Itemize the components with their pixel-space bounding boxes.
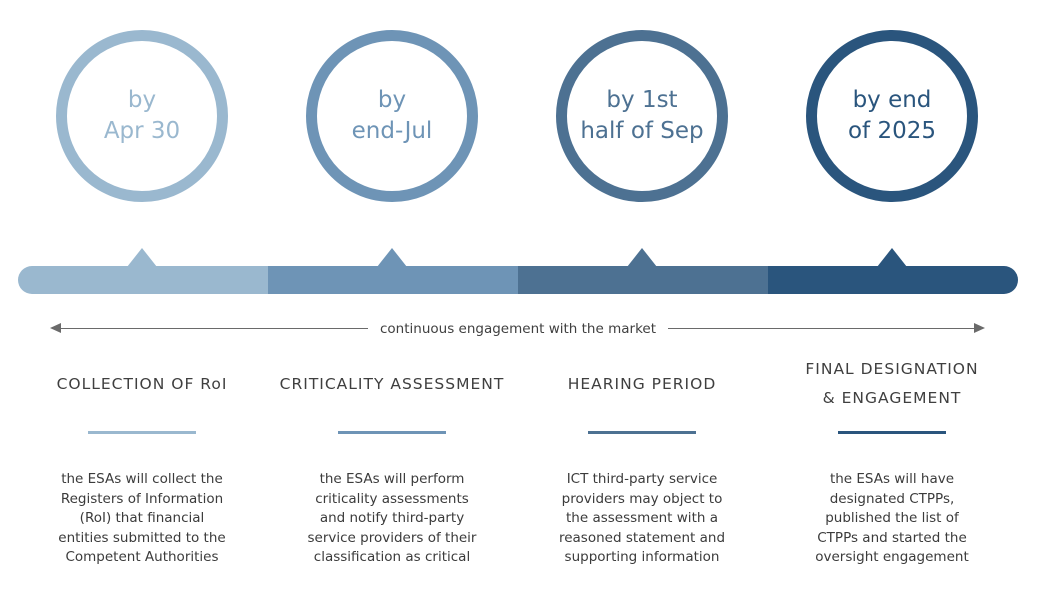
phase-divider-3 xyxy=(588,431,696,434)
phase-description-2: the ESAs will perform criticality assessments and notify third-party service providers of their classification as critical xyxy=(307,471,477,565)
deadline-circle-2 xyxy=(306,30,478,202)
arrow-right-icon xyxy=(974,323,985,333)
phase-title-2: CRITICALITY ASSESSMENT xyxy=(279,375,505,393)
phase-title-1: COLLECTION OF RoI xyxy=(56,375,228,393)
timeline-notch-2 xyxy=(377,248,407,267)
phase-divider-2 xyxy=(338,431,446,434)
timeline-segment-2 xyxy=(268,266,518,294)
timeline-segment-4 xyxy=(768,266,1018,294)
deadline-label-2: by end-Jul xyxy=(351,87,433,144)
timeline-segment-3 xyxy=(518,266,768,294)
deadline-label-1: by Apr 30 xyxy=(103,87,181,144)
timeline-segment-1 xyxy=(18,266,268,294)
phase-description-4: the ESAs will have designated CTPPs, published the list of CTPPs and started the oversight engagement xyxy=(815,471,969,565)
timeline-notch-3 xyxy=(627,248,657,267)
engagement-arrow-line-left xyxy=(58,328,368,329)
phase-divider-1 xyxy=(88,431,196,434)
phase-title-3: HEARING PERIOD xyxy=(567,375,717,393)
engagement-arrow-line-right xyxy=(668,328,976,329)
deadline-circle-1 xyxy=(56,30,228,202)
engagement-label: continuous engagement with the market xyxy=(380,321,656,337)
deadline-circle-4 xyxy=(806,30,978,202)
timeline-notch-1 xyxy=(127,248,157,267)
phase-divider-4 xyxy=(838,431,946,434)
timeline-notch-4 xyxy=(877,248,907,267)
deadline-label-3: by 1st half of Sep xyxy=(580,87,704,144)
phase-title-4: FINAL DESIGNATION & ENGAGEMENT xyxy=(805,360,979,407)
deadline-circle-3 xyxy=(556,30,728,202)
phase-description-1: the ESAs will collect the Registers of Information (RoI) that financial entities submitted to the Competent Authorities xyxy=(58,471,226,565)
deadline-label-4: by end of 2025 xyxy=(847,87,936,144)
phase-description-3: ICT third-party service providers may object to the assessment with a reasoned statement and supporting information xyxy=(558,471,726,565)
